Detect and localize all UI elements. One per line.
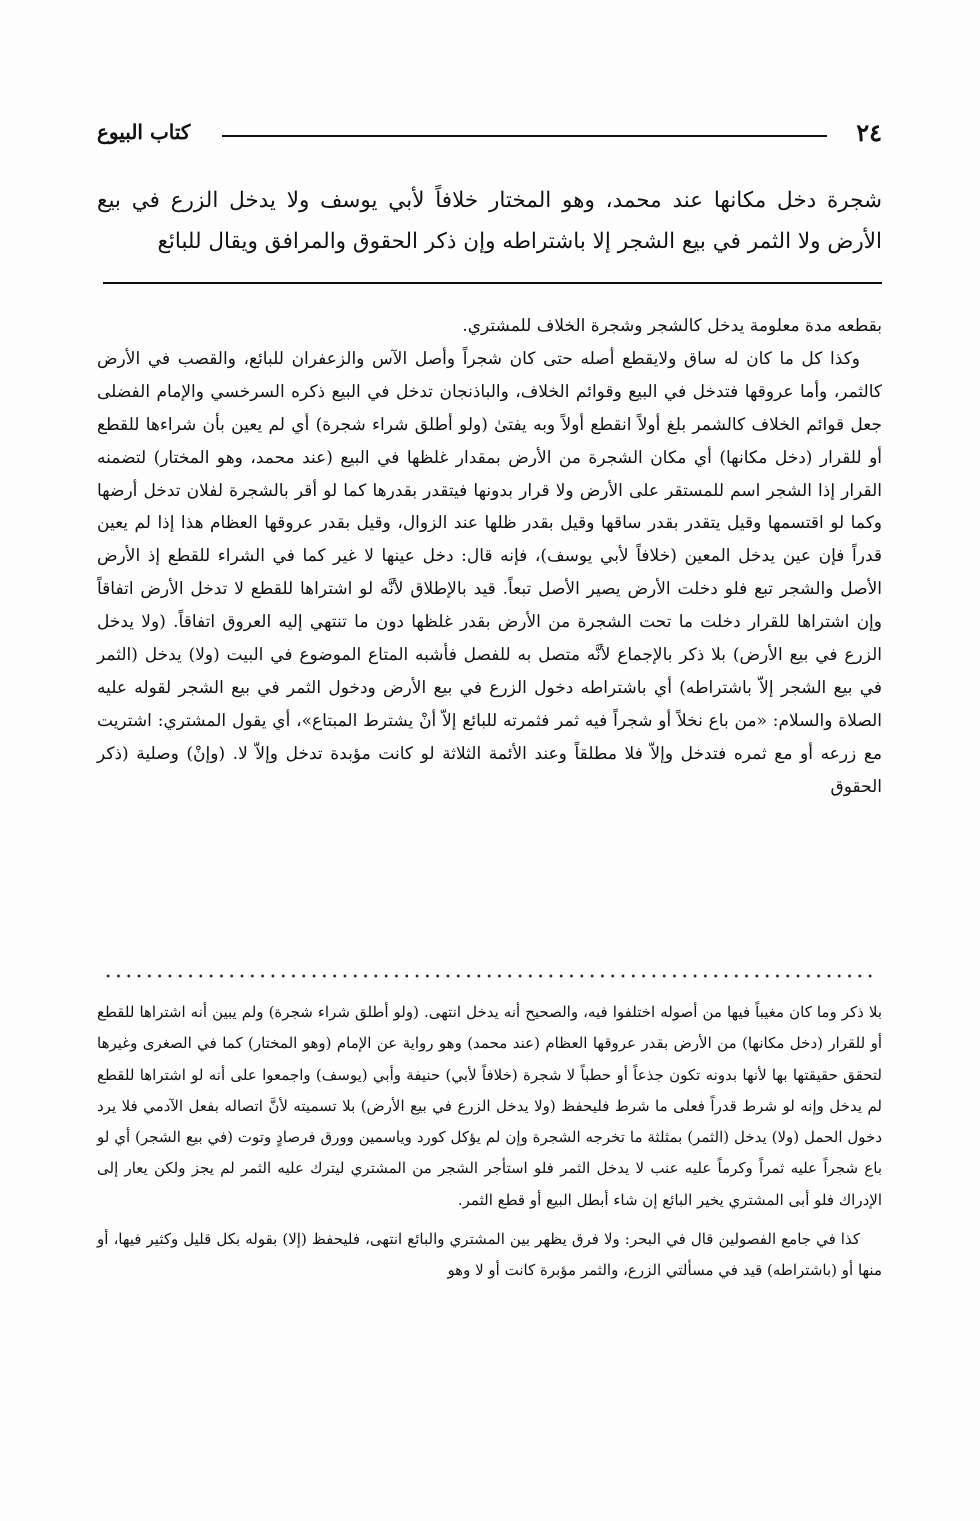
dotted-separator — [103, 974, 878, 978]
page-number: ٢٤ — [856, 118, 882, 147]
footnotes — [97, 997, 882, 1287]
commentary-paragraph: وكذا كل ما كان له ساق ولايقطع أصله حتى كان شجراً وأصل الآس والزعفران للبائع، والقصب في الأرض كالثمر، وأما عروقها فتدخل في البيع وقوائم الخلاف، والباذنجان تدخل في البيع ذكره السرخسي والإمام الفضلى جعل قوائم الخلاف كالشمر بلغ أولاً انقطع أولاً وبه يفتىٰ (ولو أطلق شراء شجرة) أي لم يعين بأن شراءها للقطع أو للقرار (دخل مكانها) أي مكان الشجرة من الأرض بمقدار غلظها في البيع (عند محمد، وهو المختار) لتضمنه القرار إذا الشجر اسم للمستقر على الأرض ولا قرار بدونها فيتقدر بقدرها كما لو أقر بالشجرة لفلان تدخل أرضها وكما لو اقتسمها وقيل يتقدر بقدر ساقها وقيل بقدر ظلها عند الزوال، وقيل بقدر عروقها العظام هذا إذا لم يعين قدراً فإن عين يدخل المعين (خلافاً لأبي يوسف)، فإنه قال: دخل عينها لا غير كما في الشراء للقطع إذ الأرض الأصل والشجر تبع فلو دخلت الأرض يصير الأصل تبعاً. قيد بالإطلاق لأنَّه لو اشتراها للقطع لا تدخل الأرض اتفاقاً وإن اشتراها للقرار دخلت ما تحت الشجرة من الأرض بقدر غلظها دون ما تنتهي إليه العروق اتفاقاً. (ولا يدخل الزرع في بيع الأرض) بلا ذكر بالإجماع لأنَّه متصل به للفصل فأشبه المتاع الموضوع في البيت (ولا) يدخل (الثمر في بيع الشجر إلاّ باشتراطه) أي باشتراطه دخول الزرع في بيع الأرض ودخول الثمر في بيع الشجر لقوله عليه الصلاة والسلام: «من باع نخلاً أو شجراً فيه ثمر فثمرته للبائع إلاّ أنْ يشترط المبتاع»، أي يقول المشتري: اشتريت مع زرعه أو مع ثمره فتدخل وإلاّ فلا مطلقاً وعند الأئمة الثلاثة لو كانت مؤبدة تدخل وإلاّ لا. (وإنْ) وصلية (ذكر الحقوق — [97, 348, 882, 797]
main-text: شجرة دخل مكانها عند محمد، وهو المختار خلافاً لأبي يوسف ولا يدخل الزرع في بيع الأرض ولا الثمر في بيع الشجر إلا باشتراطه وإن ذكر الحقوق والمرافق ويقال للبائع — [97, 188, 882, 254]
header-rule — [222, 135, 827, 137]
page-header — [97, 118, 882, 158]
running-title: كتاب البيوع — [97, 120, 191, 144]
footnote-paragraph: كذا في جامع الفصولين قال في البحر: ولا فرق يظهر بين المشتري والبائع انتهى، فليحفظ (إلا) بقوله بكل قليل وكثير فيها، أو منها أو (باشتراطه) قيد في مسألتي الزرع، والثمر مؤبرة كانت أو لا وهو — [97, 1230, 882, 1280]
commentary — [97, 310, 882, 804]
footnote-paragraph: بلا ذكر وما كان مغيباً فيها من أصوله اختلفوا فيه، والصحيح أنه يدخل انتهى. (ولو أطلق شراء شجرة) ولم يبين أنه اشتراها للقطع أو للقرار (دخل مكانها) من الأرض بقدر عروقها العظام (عند محمد) وهو رواية عن الإمام (وهو المختار) كما في الصغرى وغيرها لتحقق حقيقتها بها لأنها بدونه تكون جذعاً أو حطباً لا شجرة (خلافاً لأبي) حنيفة وأبي (يوسف) واجمعوا على أنه لو اشتراها للقطع لم يدخل وإنه لو شرط قدراً فعلى ما شرط فليحفظ (ولا يدخل الزرع في بيع الأرض) بلا تسميته لأنَّ اتصاله بفعل الآدمي فلا يرد دخول الحمل (ولا) يدخل (الثمر) بمثلثة ما تخرجه الشجرة وإن لم يؤكل كورد وياسمين وورق فرصادٍ وتوت (في بيع الشجر) أي لو باع شجراً عليه ثمراً وكرماً عليه عنب لا يدخل الثمر فلو استأجر الشجر من المشتري ليترك عليه الثمر لم يجز ولكن يعار إلى الإدراك فلو أبى المشتري يخير البائع إن شاء أبطل البيع أو قطع الثمر. — [97, 1003, 882, 1209]
main-text-rule — [103, 282, 882, 284]
commentary-paragraph: بقطعه مدة معلومة يدخل كالشجر وشجرة الخلاف للمشتري. — [462, 316, 882, 336]
